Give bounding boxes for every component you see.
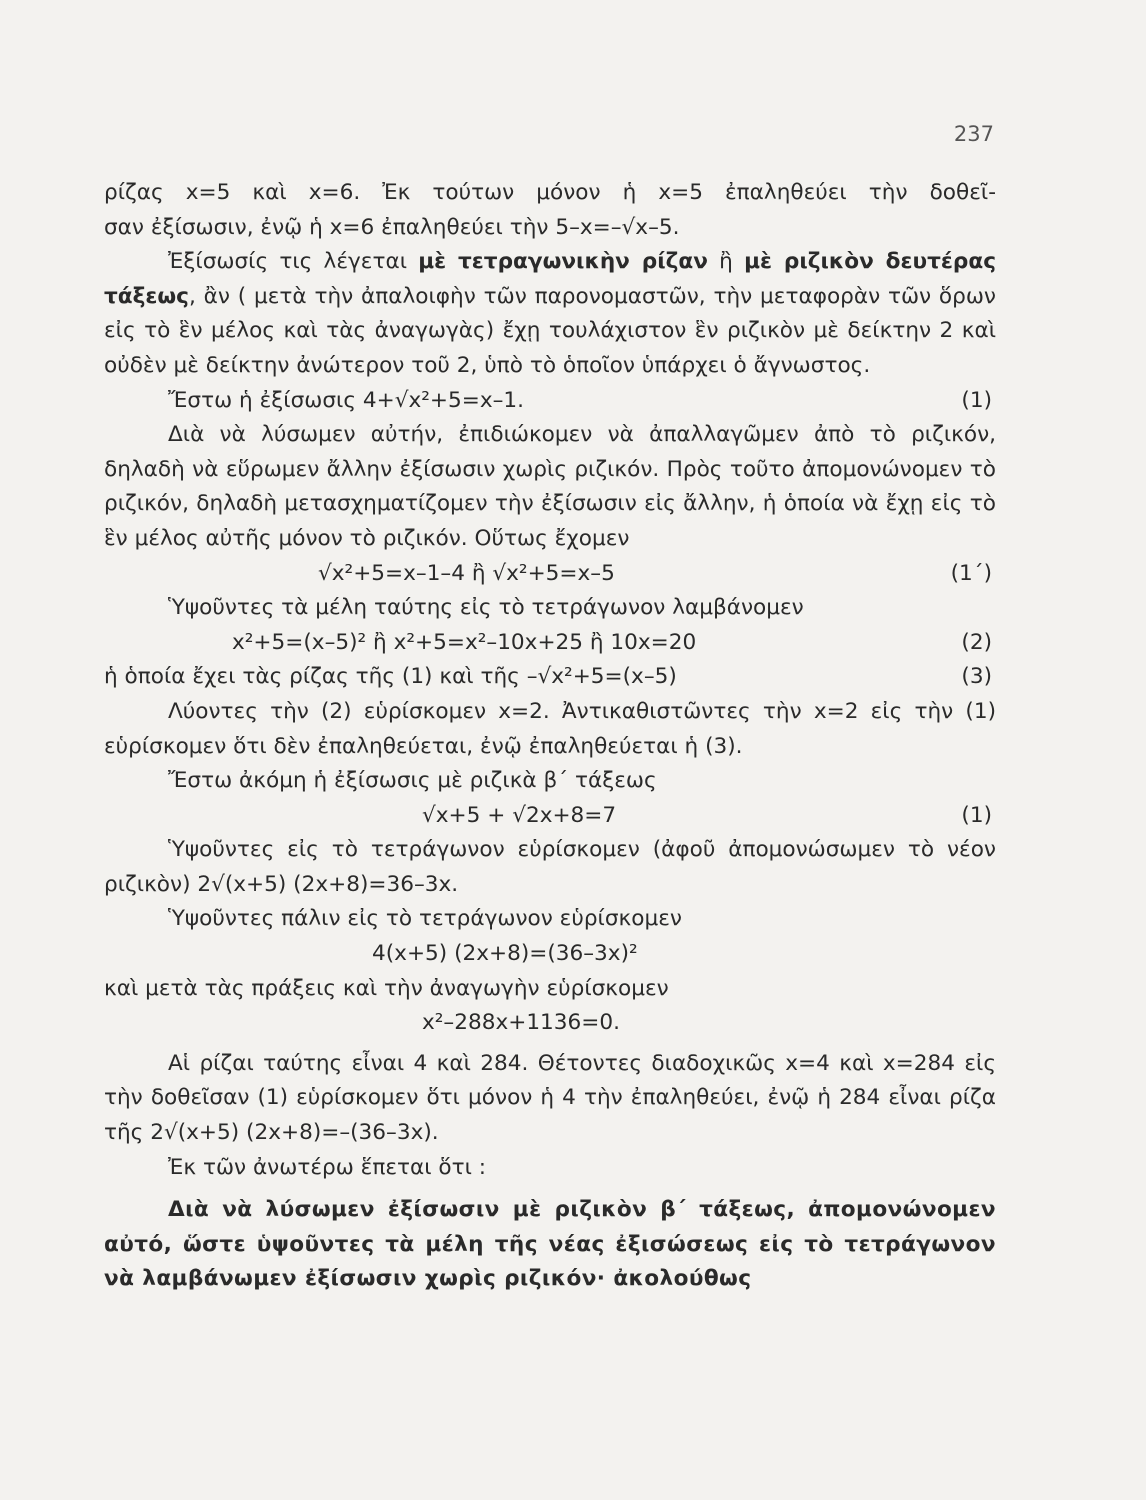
paragraph-solving: Λύοντες τὴν (2) εὑρίσκομεν x=2. Ἀντικαθιστῶντες τὴν x=2 εἰς τὴν (1) εὑρίσκομεν ὅτι δὲν ἐπαληθεύεται, ἐνῷ ἐπαληθεύεται ἡ (3).	[104, 698, 996, 759]
equation-1-prime-number: (1΄)	[950, 560, 992, 586]
equation-1-line	[104, 384, 996, 419]
equation-2: x²+5=(x–5)² ἢ x²+5=x²–10x+25 ἢ 10x=20	[232, 629, 697, 655]
paragraph-conclusion-intro: Ἐκ τῶν ἀνωτέρω ἕπεται ὅτι :	[168, 1154, 487, 1180]
equation-3-line	[104, 660, 996, 695]
paragraph-roots: Αἱ ρίζαι ταύτης εἶναι 4 καὶ 284. Θέτοντες διαδοχικῶς x=4 καὶ x=284 εἰς τὴν δοθεῖσαν (1) εὑρίσκομεν ὅτι μόνον ἡ 4 τὴν ἐπαληθεύει, ἐνῷ ἡ 284 εἶναι ρίζα τῆς 2√(x+5) (2x+8)=–(36–3x).	[104, 1050, 996, 1146]
term-square-root: μὲ τετραγωνικὴν ρίζαν	[418, 249, 708, 275]
paragraph-second-example: Ἔστω ἀκόμη ἡ ἐξίσωσις μὲ ριζικὰ β΄ τάξεως	[168, 768, 657, 794]
equation-1-number: (1)	[961, 387, 992, 413]
equation-4-line	[104, 799, 996, 834]
equation-5: 4(x+5) (2x+8)=(36–3x)²	[372, 941, 638, 967]
paragraph-continuation-line-1: ρίζας x=5 καὶ x=6. Ἐκ τούτων μόνον ἡ x=5 ἐπαληθεύει τὴν δοθεῖ-	[104, 180, 996, 205]
equation-1-prime-line	[104, 557, 996, 592]
equation-5-line	[104, 937, 996, 972]
paragraph-definition	[104, 245, 996, 383]
rule-statement	[104, 1193, 996, 1297]
paragraph-method: Διὰ νὰ λύσωμεν αὐτήν, ἐπιδιώκομεν νὰ ἀπαλλαγῶμεν ἀπὸ τὸ ριζικόν, δηλαδὴ νὰ εὕρωμεν ἄλλην ἐξίσωσιν χωρὶς ριζικόν. Πρὸς τοῦτο ἀπομονώνομεν τὸ ριζικόν, δηλαδὴ μετασχηματίζομεν τὴν ἐξίσωσιν εἰς ἄλλην, ἡ ὁποία νὰ ἔχῃ εἰς τὸ ἓν μέλος αὐτῆς μόνον τὸ ριζικόν. Οὕτως ἔχομεν	[104, 422, 996, 551]
equation-6-line	[104, 1006, 996, 1041]
paragraph-squaring-3: Ὑψοῦντες πάλιν εἰς τὸ τετράγωνον εὑρίσκομεν	[168, 906, 682, 932]
equation-4-number: (1)	[961, 802, 992, 828]
term-second-order-radical: μὲ ριζικὸν δευτέρας τάξεως	[104, 249, 996, 309]
paragraph-squaring-2: Ὑψοῦντες εἰς τὸ τετράγωνον εὑρίσκομεν (ἀφοῦ ἀπομονώσωμεν τὸ νέον ριζικὸν) 2√(x+5) (2x+8)=36–3x.	[104, 837, 996, 897]
equation-1: Ἔστω ἡ ἐξίσωσις 4+√x²+5=x–1.	[168, 387, 525, 413]
equation-2-number: (2)	[961, 629, 992, 655]
equation-3-number: (3)	[961, 664, 992, 690]
equation-6: x²–288x+1136=0.	[422, 1010, 620, 1036]
definition-intro: Ἐξίσωσίς τις λέγεται	[168, 249, 419, 275]
page-number: 237	[953, 122, 994, 146]
equation-1-prime: √x²+5=x–1–4 ἢ √x²+5=x–5	[318, 560, 615, 586]
page-body	[104, 176, 996, 1297]
definition-or: ἢ	[707, 249, 745, 275]
rule-text: Διὰ νὰ λύσωμεν ἐξίσωσιν μὲ ριζικὸν β΄ τάξεως, ἀπομονώνομεν αὐτό, ὥστε ὑψοῦντες τὰ μέλη τῆς νέας ἐξισώσεως εἰς τὸ τετράγωνον νὰ λαμβάνωμεν ἐξίσωσιν χωρὶς ριζικόν· ἀκολούθως	[104, 1197, 996, 1292]
definition-body: , ἂν ( μετὰ τὴν ἀπαλοιφὴν τῶν παρονομαστῶν, τὴν μεταφορὰν τῶν ὅρων εἰς τὸ ἓν μέλος καὶ τὰς ἀναγωγὰς) ἔχῃ τουλάχιστον ἓν ριζικὸν μὲ δείκτην 2 καὶ οὐδὲν μὲ δείκτην ἀνώτερον τοῦ 2, ὑπὸ τὸ ὁποῖον ὑπάρχει ὁ ἄγνωστος.	[104, 283, 996, 378]
equation-2-line	[104, 626, 996, 661]
equation-4: √x+5 + √2x+8=7	[422, 802, 617, 828]
paragraph-reduction: καὶ μετὰ τὰς πράξεις καὶ τὴν ἀναγωγὴν εὑρίσκομεν	[104, 975, 669, 1001]
paragraph-continuation-line-2: σαν ἐξίσωσιν, ἐνῷ ἡ x=6 ἐπαληθεύει τὴν 5–x=–√x–5.	[104, 214, 680, 240]
equation-3: ἡ ὁποία ἔχει τὰς ρίζας τῆς (1) καὶ τῆς –√x²+5=(x–5)	[104, 664, 677, 690]
paragraph-squaring: Ὑψοῦντες τὰ μέλη ταύτης εἰς τὸ τετράγωνον λαμβάνομεν	[168, 595, 804, 621]
